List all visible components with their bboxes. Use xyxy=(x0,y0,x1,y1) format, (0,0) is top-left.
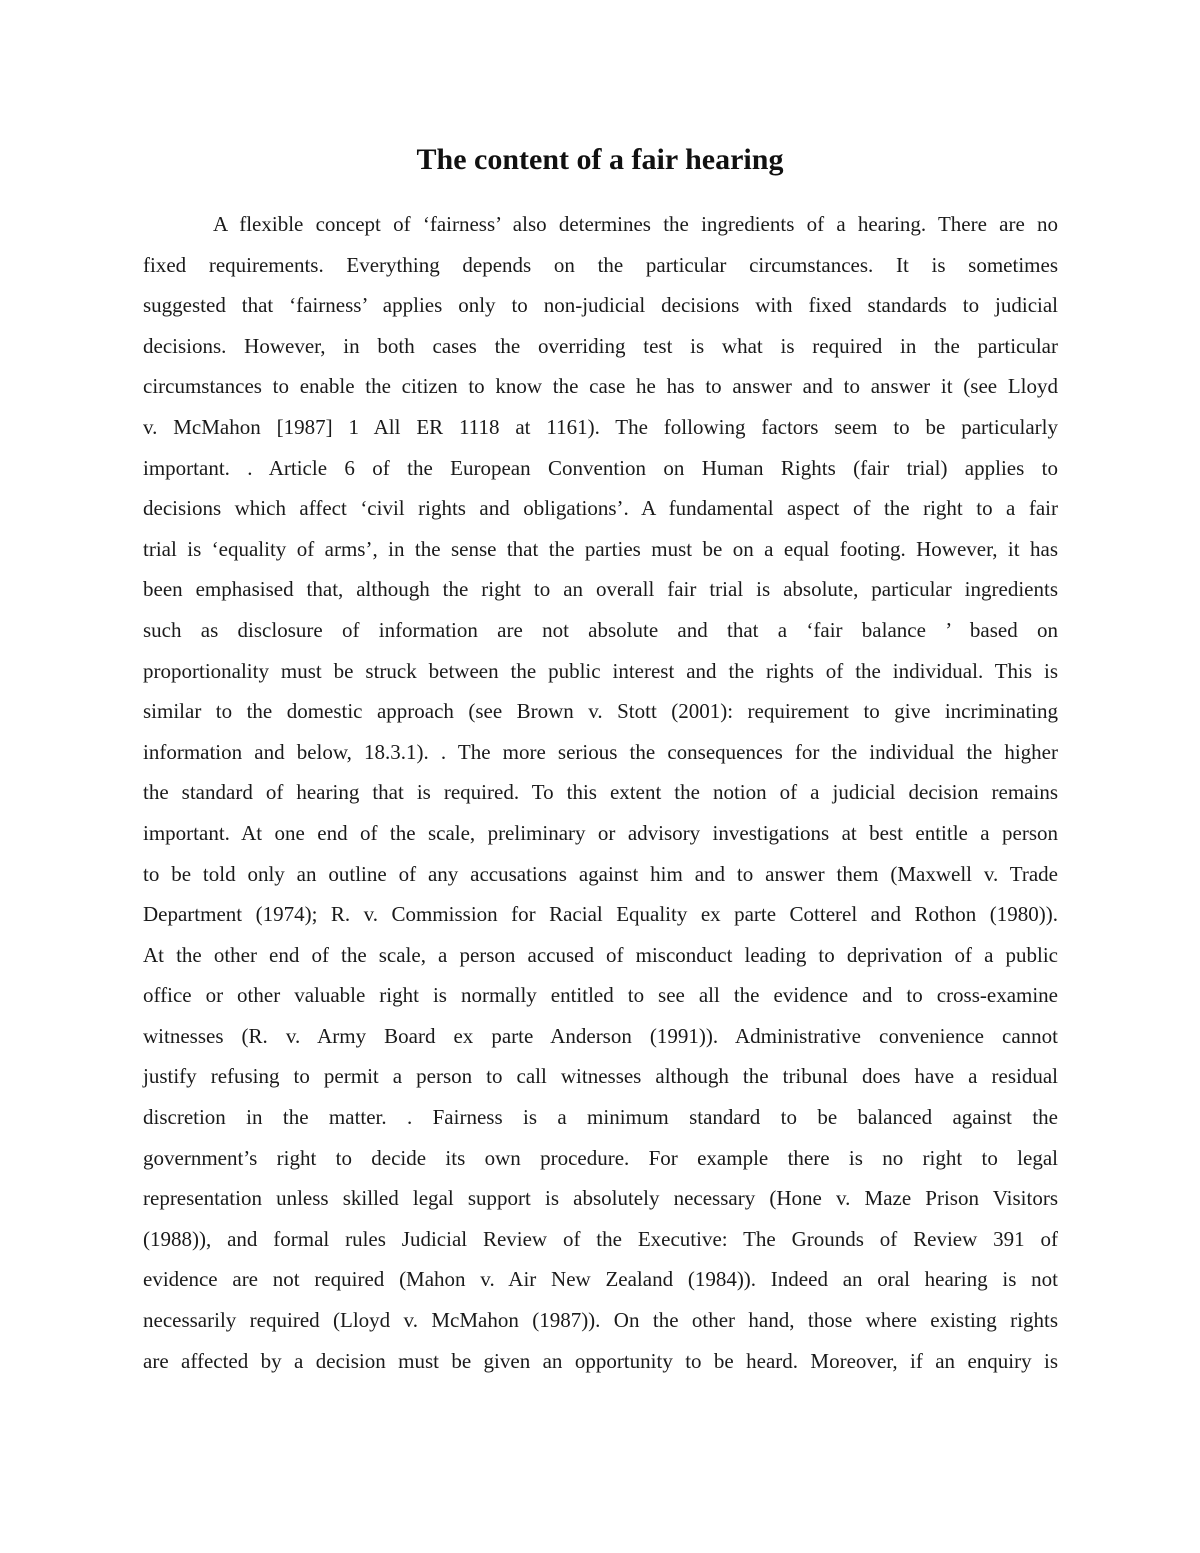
text-line: government’s right to decide its own procedure. For example there is no right to legal xyxy=(143,1145,1058,1170)
text-line: are affected by a decision must be given an opportunity to be heard. Moreover, if an enquiry is xyxy=(143,1348,1058,1373)
text-line: important. . Article 6 of the European Convention on Human Rights (fair trial) applies to xyxy=(143,455,1058,480)
text-line: such as disclosure of information are not absolute and that a ‘fair balance ’ based on xyxy=(143,617,1058,642)
text-line: decisions. However, in both cases the overriding test is what is required in the particular xyxy=(143,333,1058,358)
text-line: been emphasised that, although the right to an overall fair trial is absolute, particular ingredients xyxy=(143,577,1058,602)
text-line: to be told only an outline of any accusations against him and to answer them (Maxwell v. Trade xyxy=(143,861,1058,886)
page-title: The content of a fair hearing xyxy=(416,143,784,176)
text-line: (1988)), and formal rules Judicial Review of the Executive: The Grounds of Review 391 of xyxy=(143,1226,1058,1251)
text-line: suggested that ‘fairness’ applies only to non-judicial decisions with fixed standards to judicial xyxy=(143,293,1058,318)
text-line: important. At one end of the scale, preliminary or advisory investigations at best entitle a person xyxy=(143,820,1058,845)
text-line: proportionality must be struck between the public interest and the rights of the individual. This is xyxy=(143,658,1058,683)
text-line: necessarily required (Lloyd v. McMahon (1987)). On the other hand, those where existing rights xyxy=(143,1308,1058,1333)
text-line: the standard of hearing that is required. To this extent the notion of a judicial decision remains xyxy=(143,780,1058,805)
text-line: justify refusing to permit a person to call witnesses although the tribunal does have a residual xyxy=(143,1064,1058,1089)
text-line: witnesses (R. v. Army Board ex parte Anderson (1991)). Administrative convenience cannot xyxy=(143,1023,1058,1048)
body-paragraph xyxy=(143,204,1058,1381)
text-line: At the other end of the scale, a person accused of misconduct leading to deprivation of a public xyxy=(143,942,1058,967)
text-line: fixed requirements. Everything depends on the particular circumstances. It is sometimes xyxy=(143,252,1058,277)
text-line: discretion in the matter. . Fairness is a minimum standard to be balanced against the xyxy=(143,1105,1058,1130)
text-line: representation unless skilled legal support is absolutely necessary (Hone v. Maze Prison Visitors xyxy=(143,1186,1058,1211)
text-line: office or other valuable right is normally entitled to see all the evidence and to cross-examine xyxy=(143,983,1058,1008)
text-line: trial is ‘equality of arms’, in the sense that the parties must be on a equal footing. However, it has xyxy=(143,536,1058,561)
text-line: v. McMahon [1987] 1 All ER 1118 at 1161). The following factors seem to be particularly xyxy=(143,414,1058,439)
text-line: circumstances to enable the citizen to know the case he has to answer and to answer it (see Lloyd xyxy=(143,374,1058,399)
text-line: decisions which affect ‘civil rights and obligations’. A fundamental aspect of the right to a fair xyxy=(143,496,1058,521)
text-line: A flexible concept of ‘fairness’ also determines the ingredients of a hearing. There are no xyxy=(213,212,1058,236)
text-line: similar to the domestic approach (see Brown v. Stott (2001): requirement to give incriminating xyxy=(143,699,1058,724)
text-line: information and below, 18.3.1). . The more serious the consequences for the individual the higher xyxy=(143,739,1058,764)
text-line: evidence are not required (Mahon v. Air New Zealand (1984)). Indeed an oral hearing is not xyxy=(143,1267,1058,1292)
text-line: Department (1974); R. v. Commission for Racial Equality ex parte Cotterel and Rothon (1980)). xyxy=(143,902,1058,927)
